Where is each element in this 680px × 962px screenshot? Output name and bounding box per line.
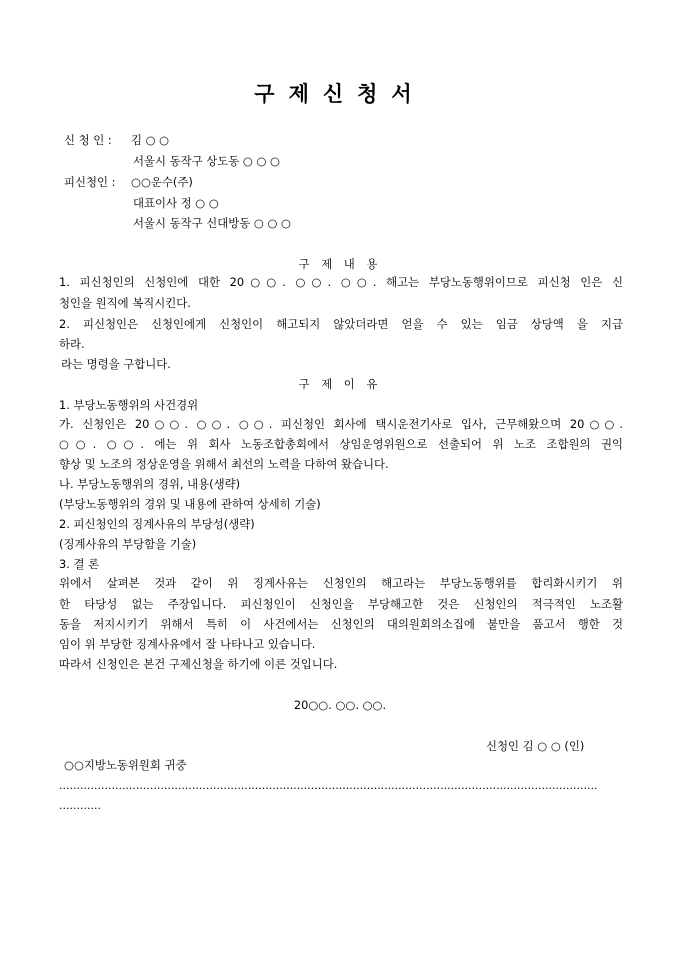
reason-line: 따라서 신청인은 본건 구제신청을 하기에 이른 것입니다. (59, 657, 338, 671)
relief-line: 2. 피신청인은 신청인에게 신청인이 해고되지 않았더라면 얻을 수 있는 임금 상당액 을 지급 (59, 317, 623, 331)
reason-line: 나. 부당노동행위의 경위, 내용(생략) (59, 477, 241, 491)
applicant-label: 신 청 인 : (64, 133, 112, 147)
respondent-address: 서울시 동작구 신대방동 ○ ○ ○ (133, 216, 291, 230)
reason-line: 가. 신청인은 20○○. ○○. ○○. 피신청인 회사에 택시운전기사로 입사, 근무해왔으며 20○○. (59, 417, 623, 431)
document-title: 구제신청서 (254, 82, 426, 106)
reason-line: 위에서 살펴본 것과 같이 위 징계사유는 신청인의 해고라는 부당노동행위를 합리화시키기 위 (59, 576, 623, 590)
reason-line: 3. 결 론 (59, 557, 100, 571)
relief-line: 청인을 원직에 복직시킨다. (59, 296, 191, 310)
reason-line: 향상 및 노조의 정상운영을 위해서 최선의 노력을 다하여 왔습니다. (59, 457, 389, 471)
dotted-separator: .......................................................................................................................................................... (59, 780, 598, 792)
applicant-name: 김 ○ ○ (131, 133, 170, 147)
relief-line: 1. 피신청인의 신청인에 대한 20○○. ○○. ○○. 해고는 부당노동행위이므로 피신청 인은 신 (59, 275, 623, 289)
respondent-ceo: 대표이사 정 ○ ○ (133, 196, 219, 210)
applicant-address: 서울시 동작구 상도동 ○ ○ ○ (133, 154, 280, 168)
signature: 신청인 김 ○ ○ (인) (486, 739, 585, 753)
reason-line: (징계사유의 부당함을 기술) (59, 537, 197, 551)
recipient: ○○지방노동위원회 귀중 (64, 758, 187, 772)
reason-line: 한 타당성 없는 주장입니다. 피신청인이 신청인을 부당해고한 것은 신청인의 적극적인 노조활 (59, 597, 623, 611)
relief-line: 라는 명령을 구합니다. (61, 357, 171, 371)
reason-line: ○○. ○○. 에는 위 회사 노동조합총회에서 상임운영위원으로 선출되어 위 노조 조합원의 권익 (59, 437, 623, 451)
reason-line: (부당노동행위의 경위 및 내용에 관하여 상세히 기술) (59, 497, 321, 511)
reason-line: 2. 피신청인의 징계사유의 부당성(생략) (59, 517, 255, 531)
relief-heading: 구 제 내 용 (298, 257, 382, 271)
respondent-company: ○○운수(주) (131, 175, 193, 189)
relief-line: 하라. (59, 337, 85, 351)
document-date: 20○○. ○○. ○○. (293, 698, 387, 712)
reason-line: 1. 부당노동행위의 사건경위 (59, 398, 199, 412)
reason-line: 임이 위 부당한 징계사유에서 잘 나타나고 있습니다. (59, 637, 316, 651)
dotted-separator-end: ............ (59, 800, 101, 812)
reason-heading: 구 제 이 유 (298, 377, 382, 391)
reason-line: 동을 저지시키기 위해서 특히 이 사건에서는 신청인의 대의원회의소집에 불만을 품고서 행한 것 (59, 617, 623, 631)
respondent-label: 피신청인 : (64, 175, 116, 189)
